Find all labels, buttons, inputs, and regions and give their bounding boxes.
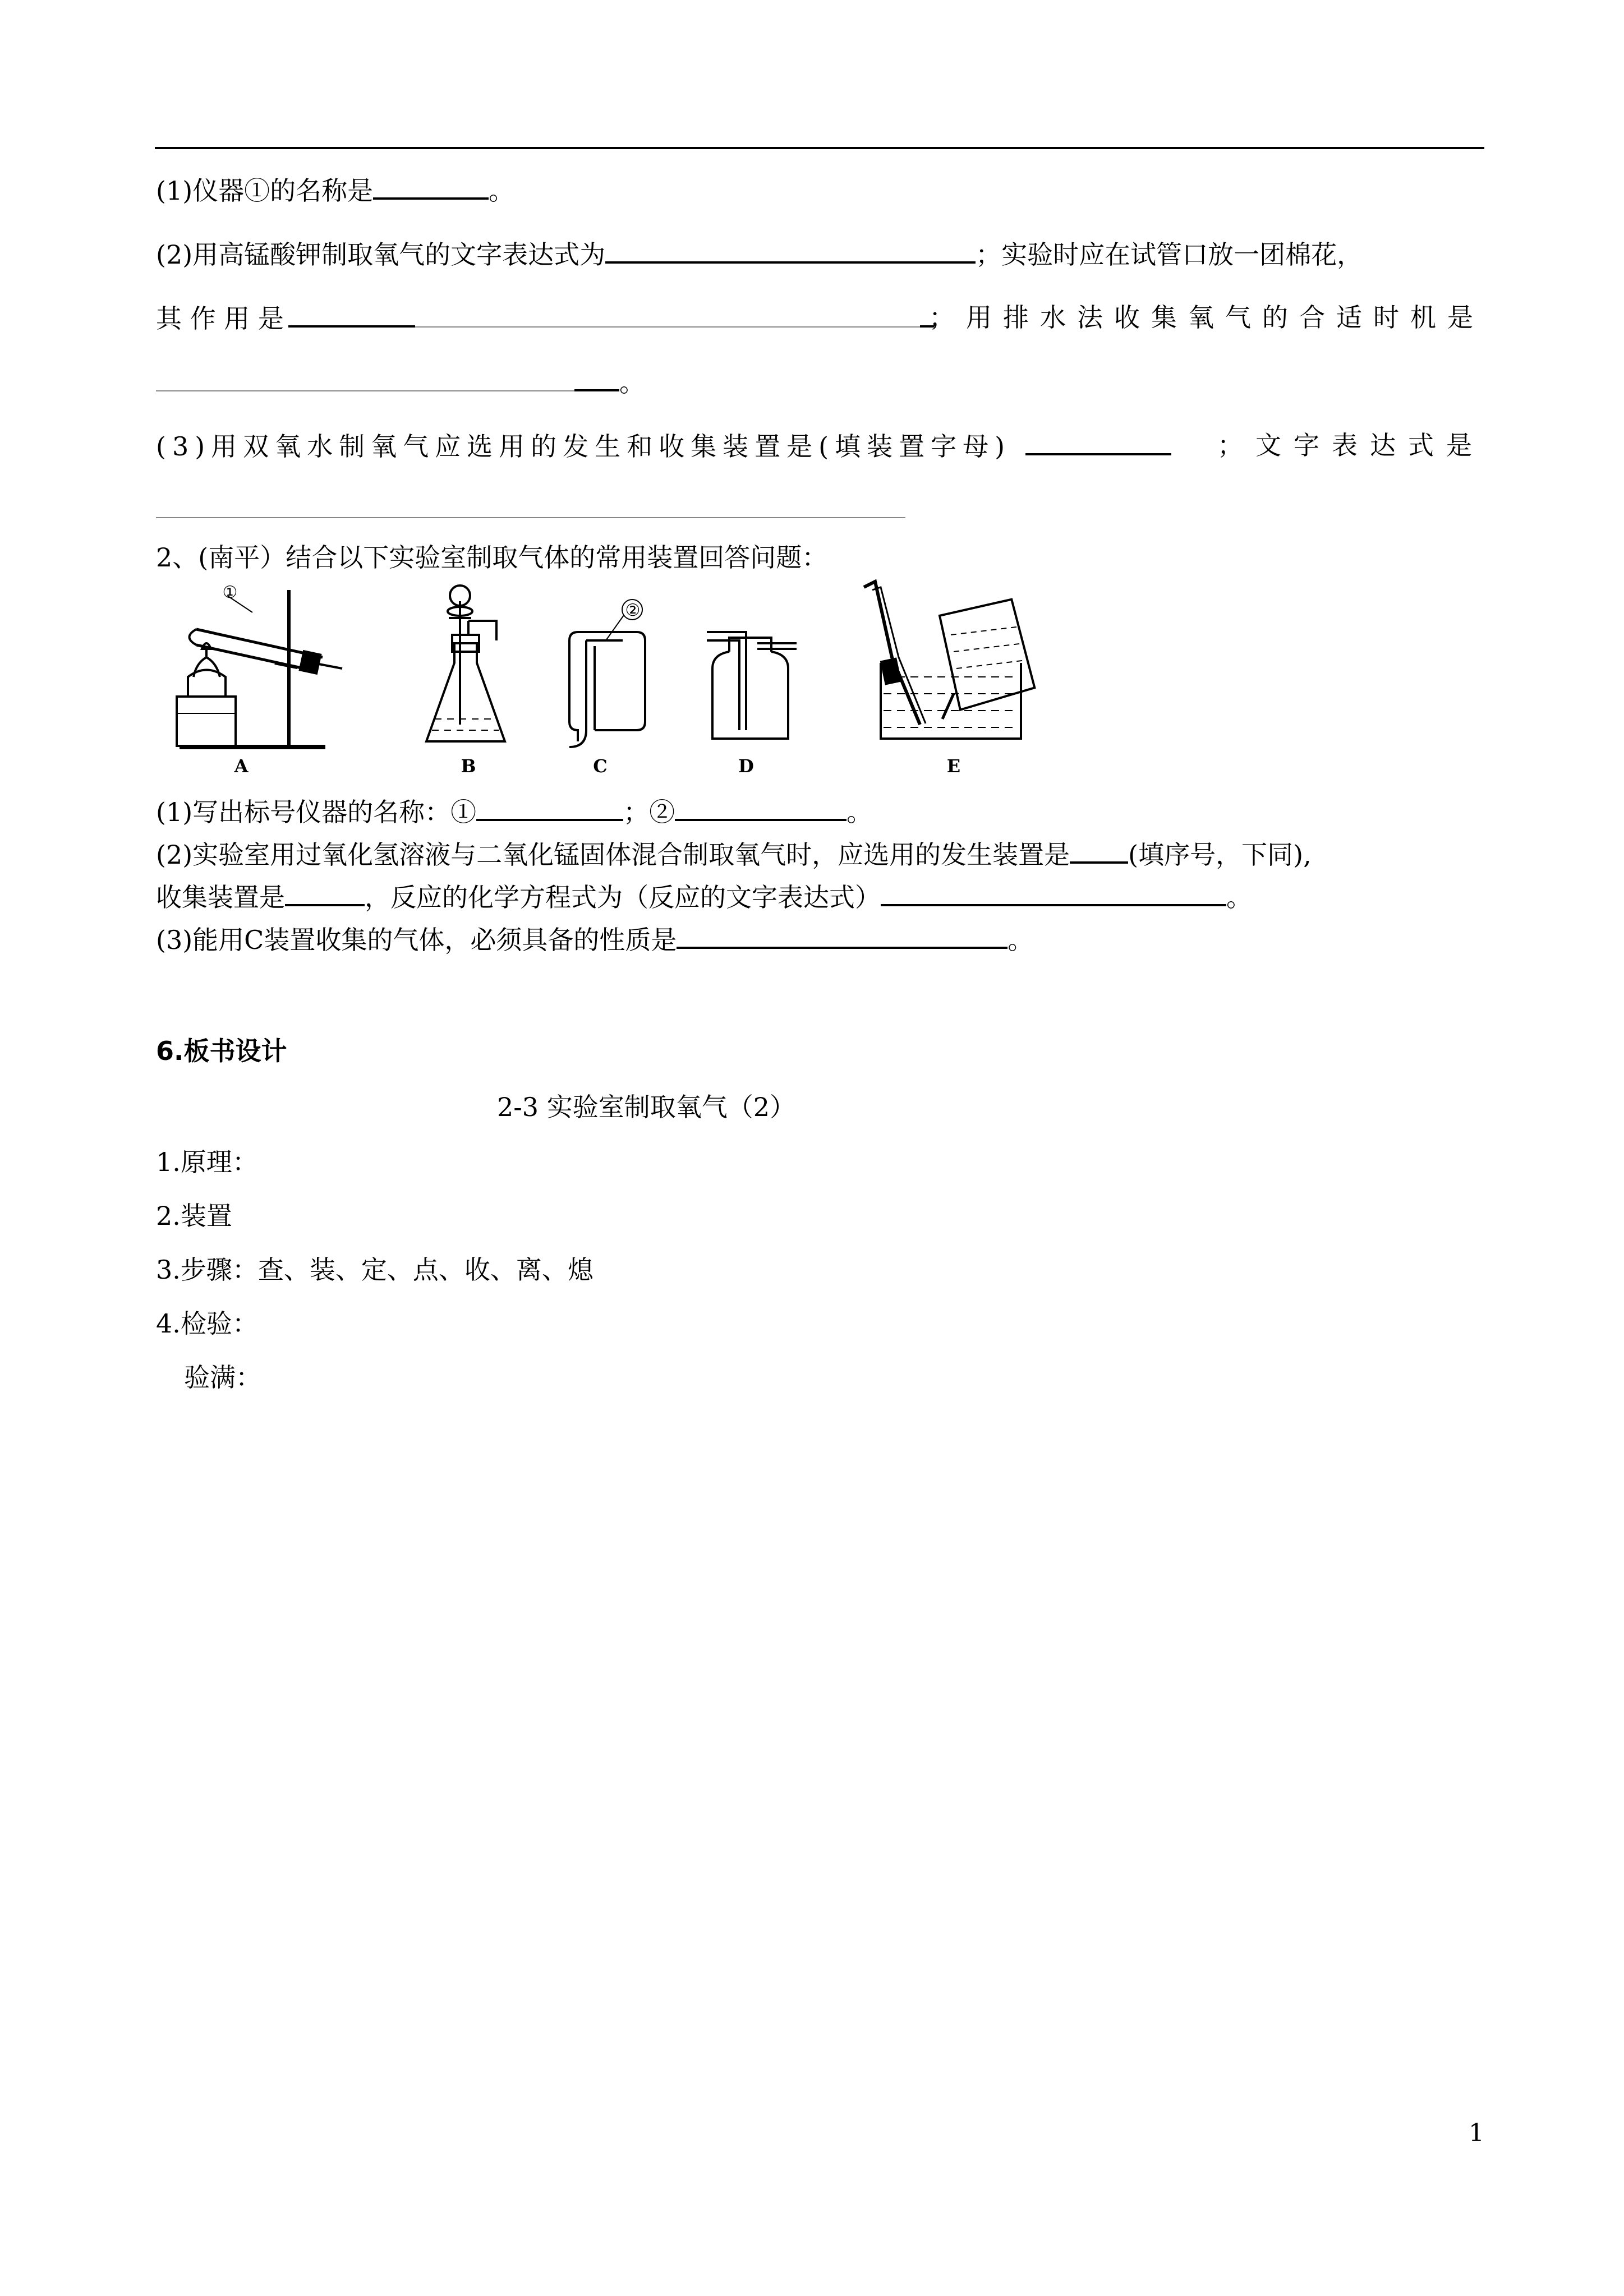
apparatus-a (177, 590, 342, 747)
char: 用 (224, 303, 250, 334)
q2-part2-collect (156, 878, 1252, 915)
char: 发 (563, 431, 595, 462)
apparatus-c (569, 600, 645, 747)
figure-label-d: D (738, 755, 754, 777)
q1-part3-answer (156, 491, 905, 527)
answer-blank[interactable] (1025, 427, 1171, 455)
board-item-steps: 3.步骤：查、装、定、点、收、离、熄 (156, 1255, 594, 1285)
answer-blank[interactable] (285, 878, 365, 906)
char: 其 (156, 303, 182, 334)
q1-part1 (156, 172, 514, 209)
q2-collect-text: 收集装置是 (156, 882, 285, 912)
q2-part1-end: 。 (846, 797, 873, 827)
purpose-label (156, 301, 288, 336)
apparatus-d (707, 632, 797, 739)
char: 选 (467, 431, 499, 462)
answer-blank-2[interactable] (675, 793, 846, 821)
answer-blank-1[interactable] (476, 793, 623, 821)
char: 气 (403, 431, 435, 462)
answer-blank[interactable] (1070, 836, 1128, 864)
q2-part3-end: 。 (1007, 925, 1034, 955)
board-item-principle: 1.原理： (156, 1147, 258, 1177)
q1-part1-end: 。 (489, 176, 515, 206)
q1-part2-cotton-text: ；实验时应在试管口放一团棉花， (976, 239, 1363, 270)
q1-part2 (156, 236, 1363, 273)
answer-blank[interactable] (288, 299, 415, 328)
char: 母) (963, 431, 1011, 462)
apparatus-e (864, 582, 1036, 739)
q2-part3 (156, 921, 1033, 958)
char: 生 (595, 431, 627, 462)
q1-part2-timing (156, 363, 645, 400)
answer-blank-extended[interactable] (415, 301, 920, 328)
char: 字 (931, 431, 963, 462)
char: 装 (867, 431, 899, 462)
marker-2: ② (625, 601, 641, 620)
figure-label-b: B (461, 755, 476, 777)
q1-part2-text: (2)用高锰酸钾制取氧气的文字表达式为 (156, 239, 606, 270)
char: 集 (691, 431, 723, 462)
q1-part2-end: 。 (619, 367, 645, 398)
apparatus-b (426, 585, 505, 741)
char: 双 (243, 431, 275, 462)
char: 是 (257, 303, 284, 334)
char: 是(填 (786, 431, 867, 462)
char: (3)用 (156, 431, 243, 462)
char: 水 (307, 431, 339, 462)
board-heading: 6.板书设计 (156, 1036, 287, 1066)
char: 收 (659, 431, 691, 462)
char: 用 (499, 431, 531, 462)
char: 作 (190, 303, 216, 334)
figure-label-a: A (234, 755, 249, 777)
collection-timing-text: ；用排水法收集氧气的合适时机是 (929, 302, 1484, 333)
answer-blank[interactable] (881, 878, 1226, 906)
answer-blank[interactable] (156, 491, 905, 518)
board-item-apparatus: 2.装置 (156, 1201, 232, 1231)
q2-equation-end: 。 (1226, 882, 1252, 912)
char: 氧 (275, 431, 307, 462)
marker-1: ① (222, 583, 238, 602)
q2-part1-text: (1)写出标号仪器的名称：① (156, 797, 477, 827)
q2-part3-text: (3)能用C装置收集的气体，必须具备的性质是 (156, 925, 677, 955)
char: 的 (531, 431, 563, 462)
answer-blank[interactable] (156, 365, 574, 391)
q2-title (156, 540, 827, 575)
board-item-full-check: 验满： (184, 1362, 261, 1393)
char: 氧 (371, 431, 403, 462)
char: 置 (755, 431, 787, 462)
figure-label-e: E (946, 755, 961, 777)
char: 和 (627, 431, 659, 462)
apparatus-figure (163, 579, 1049, 781)
answer-blank[interactable] (373, 172, 489, 200)
q2-part2-note: (填序号，下同), (1128, 840, 1312, 870)
q1-part3-text (156, 431, 1025, 462)
q1-part2-purpose (156, 299, 1484, 336)
q2-equation-text: ，反应的化学方程式为（反应的文字表达式） (365, 882, 881, 912)
page-number: 1 (1469, 2119, 1484, 2147)
q2-part2 (156, 836, 1312, 873)
answer-blank[interactable] (605, 236, 976, 264)
q1-part1-text: (1)仪器①的名称是 (156, 176, 374, 206)
answer-blank-tail[interactable] (574, 363, 619, 391)
q2-part1 (156, 793, 872, 830)
q1-part3 (156, 427, 1484, 464)
char: 置 (899, 431, 931, 462)
answer-blank[interactable] (677, 921, 1007, 949)
board-item-test: 4.检验： (156, 1308, 258, 1339)
q2-part1-sep: ；② (623, 797, 675, 827)
char: 装 (723, 431, 755, 462)
char: 应 (435, 431, 467, 462)
q2-part2-text: (2)实验室用过氧化氢溶液与二氧化锰固体混合制取氧气时，应选用的发生装置是 (156, 840, 1070, 870)
q2-title-text: 2、(南平）结合以下实验室制取气体的常用装置回答问题： (156, 542, 828, 573)
board-title: 2-3 实验室制取氧气（2） (497, 1092, 795, 1122)
figure-label-c: C (593, 755, 608, 777)
top-rule (155, 147, 1484, 149)
q1-part3-expression-text: ；文字表达式是 (1217, 430, 1484, 460)
char: 制 (339, 431, 371, 462)
